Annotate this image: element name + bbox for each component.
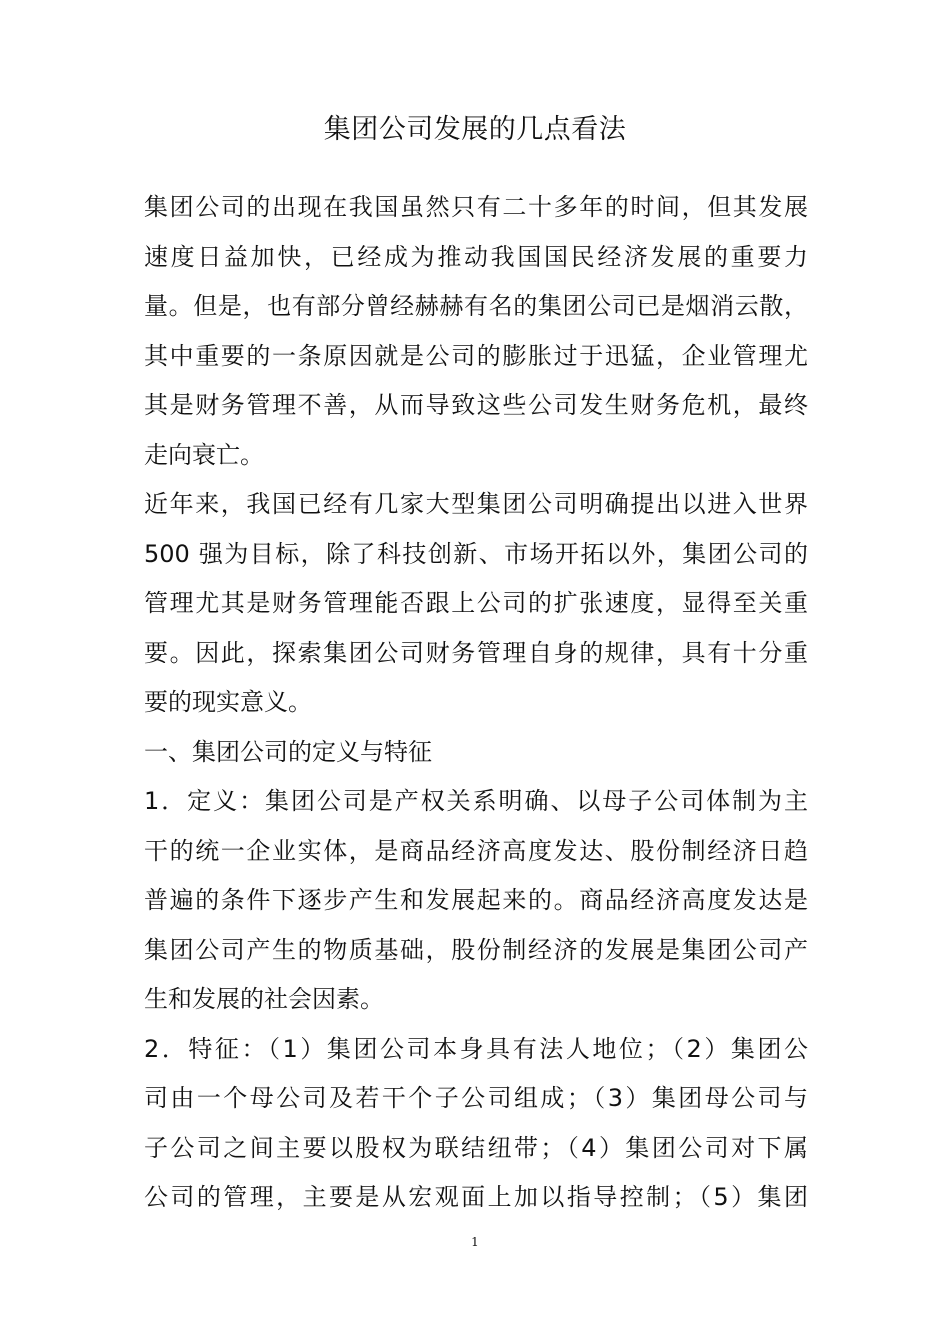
paragraph-line: 公司的管理，主要是从宏观面上加以指导控制；（5）集团	[144, 1183, 808, 1211]
paragraph-line: 要的现实意义。	[144, 688, 312, 716]
document-title: 集团公司发展的几点看法	[323, 114, 627, 145]
paragraph-line: 集团公司产生的物质基础，股份制经济的发展是集团公司产	[144, 935, 808, 964]
paragraph-line: 走向衰亡。	[144, 440, 264, 469]
paragraph-line: 其中重要的一条原因就是公司的膨胀过于迅猛，企业管理尤	[144, 341, 808, 370]
paragraph-line: 普遍的条件下逐步产生和发展起来的。商品经济高度发达是	[144, 886, 808, 914]
paragraph-line: 2．特征：（1）集团公司本身具有法人地位；（2）集团公	[144, 1034, 808, 1063]
paragraph-line: 量。但是，也有部分曾经赫赫有名的集团公司已是烟消云散，	[144, 292, 808, 320]
paragraph-line: 管理尤其是财务管理能否跟上公司的扩张速度，显得至关重	[144, 589, 808, 617]
paragraph-line: 近年来，我国已经有几家大型集团公司明确提出以进入世界	[144, 490, 808, 518]
paragraph-line: 500 强为目标，除了科技创新、市场开拓以外，集团公司的	[144, 539, 808, 568]
paragraph-line: 1．定义：集团公司是产权关系明确、以母子公司体制为主	[144, 787, 808, 815]
paragraph-line: 要。因此，探索集团公司财务管理自身的规律，具有十分重	[144, 638, 808, 667]
page-number: 1	[471, 1235, 479, 1249]
paragraph-line: 其是财务管理不善，从而导致这些公司发生财务危机，最终	[144, 391, 808, 419]
paragraph-line: 集团公司的出现在我国虽然只有二十多年的时间，但其发展	[144, 193, 808, 221]
paragraph-line: 司由一个母公司及若干个子公司组成；（3）集团母公司与	[144, 1084, 808, 1112]
paragraph-line: 干的统一企业实体，是商品经济高度发达、股份制经济日趋	[144, 836, 808, 865]
paragraph-line: 生和发展的社会因素。	[144, 985, 384, 1013]
paragraph-line: 子公司之间主要以股权为联结纽带；（4）集团公司对下属	[144, 1133, 808, 1162]
document-body	[144, 183, 808, 1223]
paragraph-line: 速度日益加快，已经成为推动我国国民经济发展的重要力	[144, 242, 808, 271]
section-heading: 一、集团公司的定义与特征	[144, 737, 432, 766]
